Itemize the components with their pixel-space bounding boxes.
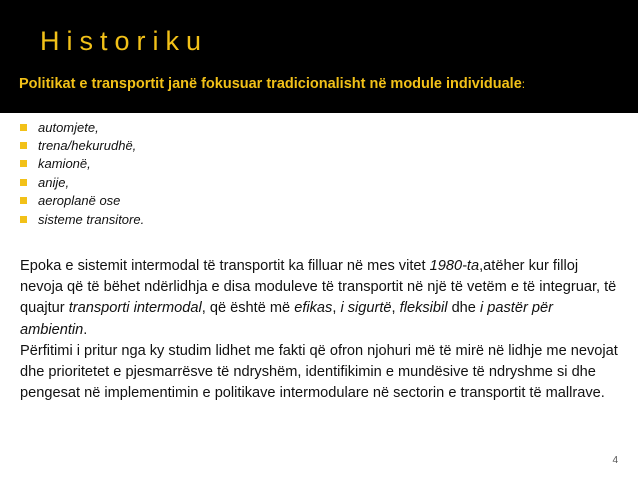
square-bullet-icon xyxy=(20,216,27,223)
para-emphasis: efikas xyxy=(294,300,333,317)
para-emphasis: transporti intermodal xyxy=(68,300,202,317)
square-bullet-icon xyxy=(20,197,27,204)
para-emphasis: i sigurtë xyxy=(340,300,392,317)
list-item xyxy=(20,136,144,154)
list-item xyxy=(20,118,144,136)
square-bullet-icon xyxy=(20,124,27,131)
bullet-text: automjete, xyxy=(38,119,99,135)
para-emphasis: 1980-ta xyxy=(429,258,480,274)
list-item xyxy=(20,210,144,228)
bullet-text: kamionë, xyxy=(38,156,91,172)
para-emphasis: i pastër për ambientin xyxy=(20,300,553,338)
bullet-list xyxy=(20,118,144,228)
slide-subtitle xyxy=(19,76,525,92)
bullet-text: trena/hekurudhë, xyxy=(38,138,137,154)
list-item xyxy=(20,155,144,173)
para-text: , xyxy=(332,300,341,317)
slide-header xyxy=(0,0,638,113)
para-text: . xyxy=(83,321,88,338)
page-number: 4 xyxy=(612,455,618,466)
square-bullet-icon xyxy=(20,142,27,149)
para-emphasis: fleksibil xyxy=(399,300,448,317)
para-text: , xyxy=(391,300,400,317)
para-text: dhe xyxy=(447,300,480,317)
para-text: , që është më xyxy=(201,300,295,317)
body-paragraph xyxy=(20,256,620,404)
para-text: Epoka e sistemit intermodal të transportit ka filluar në mes vitet xyxy=(20,258,430,274)
bullet-text: aeroplanë ose xyxy=(38,193,121,209)
bullet-text: anije, xyxy=(38,174,70,190)
slide-subtitle-colon: : xyxy=(521,77,526,91)
bullet-text: sisteme transitore. xyxy=(38,211,145,227)
slide-subtitle-text: Politikat e transportit janë fokusuar tradicionalisht në module individuale xyxy=(19,76,522,92)
para-text-2: Përfitimi i pritur nga ky studim lidhet me fakti që ofron njohuri më të mirë në lidhje me nevojat dhe prioritetet e pjesmarrësve të ndryshëm, identifikimin e mundësive të ndryshme si dhe pengesat në implementimin e politikave intermodulare në sectorin e transportit të mallrave. xyxy=(20,342,618,402)
slide-title: Historiku xyxy=(40,26,209,56)
list-item xyxy=(20,192,144,210)
square-bullet-icon xyxy=(20,179,27,186)
list-item xyxy=(20,173,144,191)
square-bullet-icon xyxy=(20,160,27,167)
para-text: ,atëher kur filloj nevoja që të bëhet ndërlidhja e disa moduleve të transportit në një të vetëm e të integruar, të quajtur xyxy=(20,258,617,317)
